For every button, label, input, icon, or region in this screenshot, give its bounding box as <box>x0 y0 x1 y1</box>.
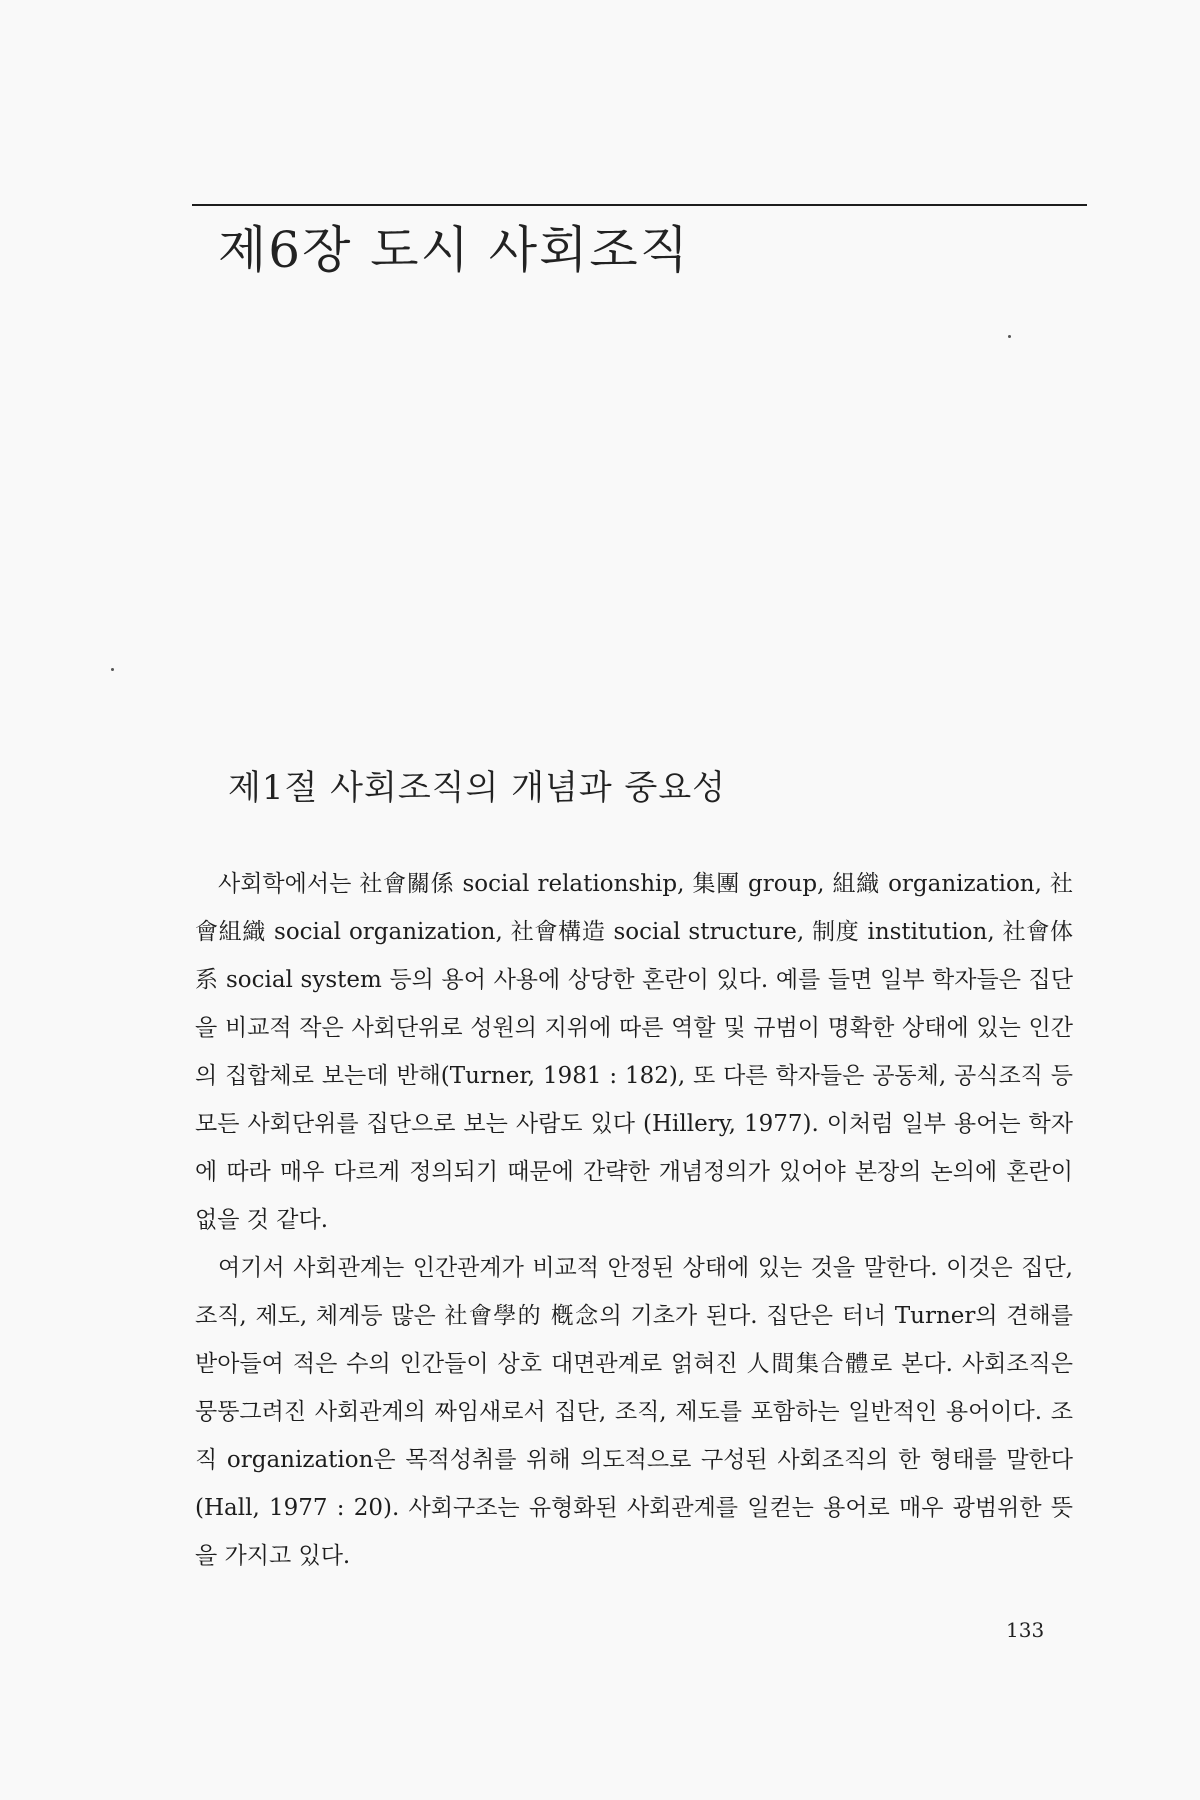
page-number: 133 <box>1006 1618 1045 1642</box>
section-title: 제1절 사회조직의 개념과 중요성 <box>228 768 727 808</box>
chapter-rule <box>192 204 1087 206</box>
scan-speck <box>111 668 114 671</box>
body-text <box>195 860 1073 1580</box>
scan-speck <box>1008 335 1011 338</box>
chapter-title: 제6장 도시 사회조직 <box>218 221 690 279</box>
paragraph: 사회학에서는 社會關係 social relationship, 集團 group, 組織 organization, 社會組織 social organization, 社會構造 social structure, 制度 institution, 社會体系 social system 등의 용어 사용에 상당한 혼란이 있다. 예를 들면 일부 학자들은 집단을 비교적 작은 사회단위로 성원의 지위에 따른 역할 및 규범이 명확한 상태에 있는 인간의 집합체로 보는데 반해(Turner, 1981 : 182), 또 다른 학자들은 공동체, 공식조직 등 모든 사회단위를 집단으로 보는 사람도 있다 (Hillery, 1977). 이처럼 일부 용어는 학자에 따라 매우 다르게 정의되기 때문에 간략한 개념정의가 있어야 본장의 논의에 혼란이 없을 것 같다. <box>195 871 1073 1233</box>
paragraph: 여기서 사회관계는 인간관계가 비교적 안정된 상태에 있는 것을 말한다. 이것은 집단, 조직, 제도, 체계등 많은 社會學的 槪念의 기초가 된다. 집단은 터너 Turner의 견해를 받아들여 적은 수의 인간들이 상호 대면관계로 얽혀진 人間集合體로 본다. 사회조직은 뭉뚱그려진 사회관계의 짜임새로서 집단, 조직, 제도를 포함하는 일반적인 용어이다. 조직 organization은 목적성취를 위해 의도적으로 구성된 사회조직의 한 형태를 말한다(Hall, 1977 : 20). 사회구조는 유형화된 사회관계를 일컫는 용어로 매우 광범위한 뜻을 가지고 있다. <box>195 1255 1073 1569</box>
